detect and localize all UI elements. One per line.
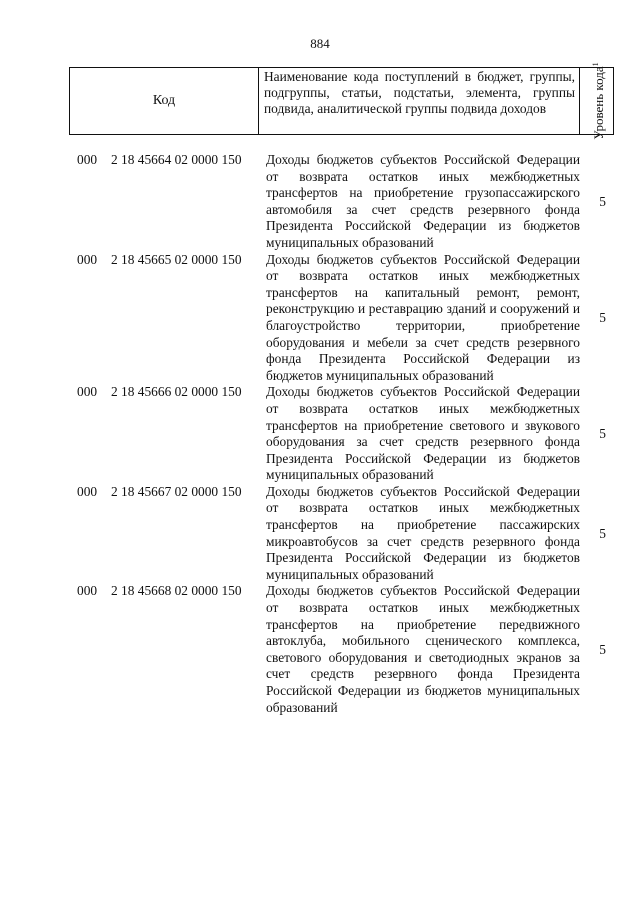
header-level-footnote: 1 <box>590 62 600 67</box>
row-code: 2 18 45664 02 0000 150 <box>111 152 242 167</box>
row-code: 2 18 45666 02 0000 150 <box>111 384 242 400</box>
row-code: 2 18 45668 02 0000 150 <box>111 583 242 599</box>
row-level: 5 <box>599 641 606 657</box>
row-prefix: 000 <box>77 152 98 167</box>
table-row <box>77 583 614 716</box>
header-level-label <box>588 62 604 139</box>
row-level: 5 <box>599 525 606 541</box>
table-row <box>77 252 614 385</box>
row-level: 5 <box>599 309 606 325</box>
table-body <box>77 152 614 716</box>
header-level-text: Уровень кода <box>590 66 606 140</box>
row-description: Доходы бюджетов субъектов Российской Федерации от возврата остатков иных межбюджетных трансфертов на приобретение передвижного автоклуба, мобильного сценического комплекса, светового оборудования и светодиодных экранов за счет средств резервного фонда Президента Российской Федерации из бюджетов муниципальных образований <box>266 583 580 715</box>
row-prefix: 000 <box>77 251 98 267</box>
table-row <box>77 384 614 484</box>
table-row <box>77 484 614 584</box>
header-code-cell: Код <box>70 68 259 134</box>
row-description: Доходы бюджетов субъектов Российской Федерации от возврата остатков иных межбюджетных трансфертов на приобретение светового и звукового оборудования за счет средств резервного фонда Президента Российской Федерации из бюджетов муниципальных образований <box>266 384 580 483</box>
row-prefix: 000 <box>77 483 98 499</box>
row-description: Доходы бюджетов субъектов Российской Федерации от возврата остатков иных межбюджетных трансфертов на приобретение грузопассажирского автомобиля за счет средств резервного фонда Президента Российской Федерации из бюджетов муниципальных образований <box>266 152 580 250</box>
table-header <box>69 62 614 140</box>
row-description: Доходы бюджетов субъектов Российской Федерации от возврата остатков иных межбюджетных трансфертов на капитальный ремонт, ремонт, реконструкцию и реставрацию зданий и сооружений и благоустройство территории, приобретение оборудования и мебели за счет средств резервного фонда Президента Российской Федерации из бюджетов муниципальных образований <box>266 251 580 383</box>
row-prefix: 000 <box>77 583 98 599</box>
row-code: 2 18 45665 02 0000 150 <box>111 251 242 267</box>
row-prefix: 000 <box>77 384 98 400</box>
page-number: 884 <box>310 36 330 51</box>
table-row <box>77 152 614 252</box>
row-level: 5 <box>599 193 606 209</box>
row-description: Доходы бюджетов субъектов Российской Федерации от возврата остатков иных межбюджетных трансфертов на приобретение пассажирских микроавтобусов за счет средств резервного фонда Президента Российской Федерации из бюджетов муниципальных образований <box>266 483 580 582</box>
header-name-cell: Наименование кода поступлений в бюджет, группы, подгруппы, статьи, подстатьи, элемента, группы подвида, аналитической группы подвида доходов <box>259 68 580 134</box>
row-level: 5 <box>599 426 606 442</box>
header-level-cell <box>580 62 613 140</box>
row-code: 2 18 45667 02 0000 150 <box>111 483 242 499</box>
